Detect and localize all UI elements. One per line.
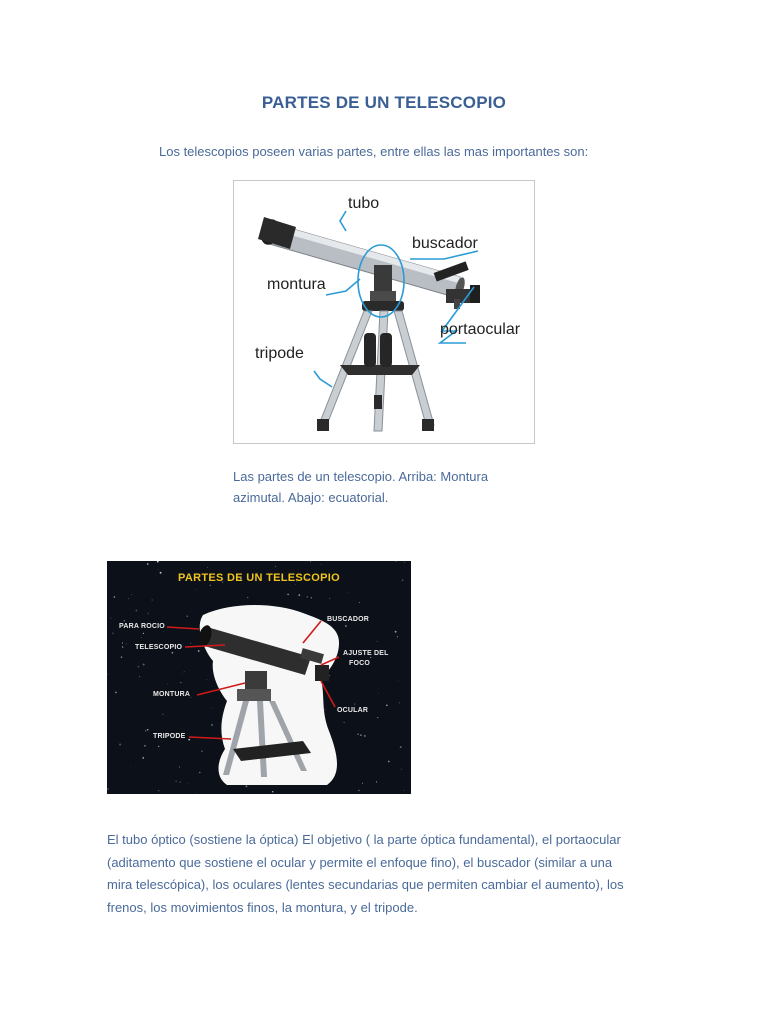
body-line: frenos, los movimientos finos, la montura, y el tripode. [107,899,418,915]
star [162,714,163,715]
star [191,697,192,698]
star [196,589,197,590]
star [362,783,363,784]
label-telescopio: TELESCOPIO [135,644,183,651]
star [144,745,146,747]
label-buscador-2: BUSCADOR [327,616,370,623]
star [311,597,312,598]
label-ocular: OCULAR [337,707,369,714]
star [210,585,212,587]
star [145,730,147,732]
star [199,772,200,773]
label-tripode: tripode [255,345,304,362]
star [142,757,144,759]
star [358,790,360,792]
body-line: mira telescópica), los oculares (lentes secundarias que permiten cambiar el aumento), los [107,877,624,892]
star [196,793,197,794]
star [188,784,189,785]
star [138,666,140,668]
star [179,766,180,767]
star [360,734,362,736]
star [186,615,188,617]
star [158,569,159,570]
star [115,692,117,694]
star [386,704,388,706]
star [147,729,148,730]
body-paragraph [107,829,667,919]
star [404,562,405,563]
star [158,790,159,791]
star [207,567,208,568]
star [152,600,153,601]
star [112,632,113,633]
star [211,724,212,725]
equatorial-telescope-illustration [107,561,411,794]
star [275,566,276,567]
star [370,657,371,658]
azimuthal-telescope-illustration [234,181,536,445]
star [329,598,330,599]
star [107,788,108,789]
star [167,683,168,684]
star [188,739,190,741]
star [357,734,358,735]
star [345,625,347,627]
label-ajuste-line2: FOCO [349,660,371,667]
body-line: El tubo óptico (sostiene la óptica) El objetivo ( la parte óptica fundamental), el portaocular [107,832,621,847]
star [119,744,121,746]
star [131,594,132,595]
star [148,613,149,614]
star [307,596,309,598]
star [398,681,399,682]
figure-azimuthal-telescope [233,180,535,444]
star [306,562,307,563]
star [122,646,123,647]
star [388,761,390,763]
star [130,766,131,767]
star [344,722,345,723]
telescope-tripod [317,311,434,431]
star [172,652,174,654]
figure-caption [233,466,553,508]
star [359,602,360,603]
star [400,746,402,748]
caption-line-2: azimutal. Abajo: ecuatorial. [233,490,389,505]
label-montura-2: MONTURA [153,691,191,698]
label-buscador: buscador [412,235,478,252]
star [364,735,365,736]
caption-line-1: Las partes de un telescopio. Arriba: Montura [233,469,489,484]
star [329,675,330,676]
star [180,782,181,783]
star [141,637,142,638]
star [395,561,396,562]
star [176,781,177,782]
star [321,564,322,565]
star [378,693,379,694]
star [147,563,149,565]
star [298,594,300,596]
star [182,673,183,674]
star [121,656,123,658]
label-montura: montura [267,276,326,293]
star [201,751,202,752]
intro-paragraph: Los telescopios poseen varias partes, entre ellas las mas importantes son: [159,144,589,159]
star [198,650,200,652]
star [143,633,144,634]
star [377,641,378,642]
star [212,708,213,709]
star [310,561,311,562]
figure-equatorial-telescope [107,561,411,794]
figure2-title: PARTES DE UN TELESCOPIO [178,572,340,584]
star [128,598,129,599]
label-tubo: tubo [348,195,380,212]
star [139,676,140,677]
star [190,643,191,644]
star [247,597,248,598]
star [136,610,138,612]
label-ajuste-line1: AJUSTE DEL [343,650,389,657]
star [180,682,181,683]
star [157,561,159,563]
star [122,642,123,643]
star [245,785,247,787]
page-title: PARTES DE UN TELESCOPIO [261,93,507,112]
star [111,618,112,619]
star [399,702,400,703]
star [272,791,273,792]
star [107,674,108,675]
star [206,680,207,681]
star [376,781,377,782]
star [124,620,125,621]
body-line: (aditamento que sostiene el ocular y permite el enfoque fino), el buscador (similar a una [107,854,613,870]
label-portaocular: portaocular [440,321,521,338]
star [347,592,348,593]
star [404,790,405,791]
label-para-rocio: PARA ROCIO [119,623,165,630]
star [397,636,398,637]
star [395,631,397,633]
star [287,594,289,596]
star [143,664,145,666]
star [163,631,164,632]
star [114,596,116,598]
star [325,709,326,710]
star [401,769,402,770]
star [377,717,378,718]
star [158,746,159,747]
star [354,703,355,704]
label-tripode-2: TRIPODE [153,733,186,740]
star [184,671,185,672]
star [126,643,127,644]
